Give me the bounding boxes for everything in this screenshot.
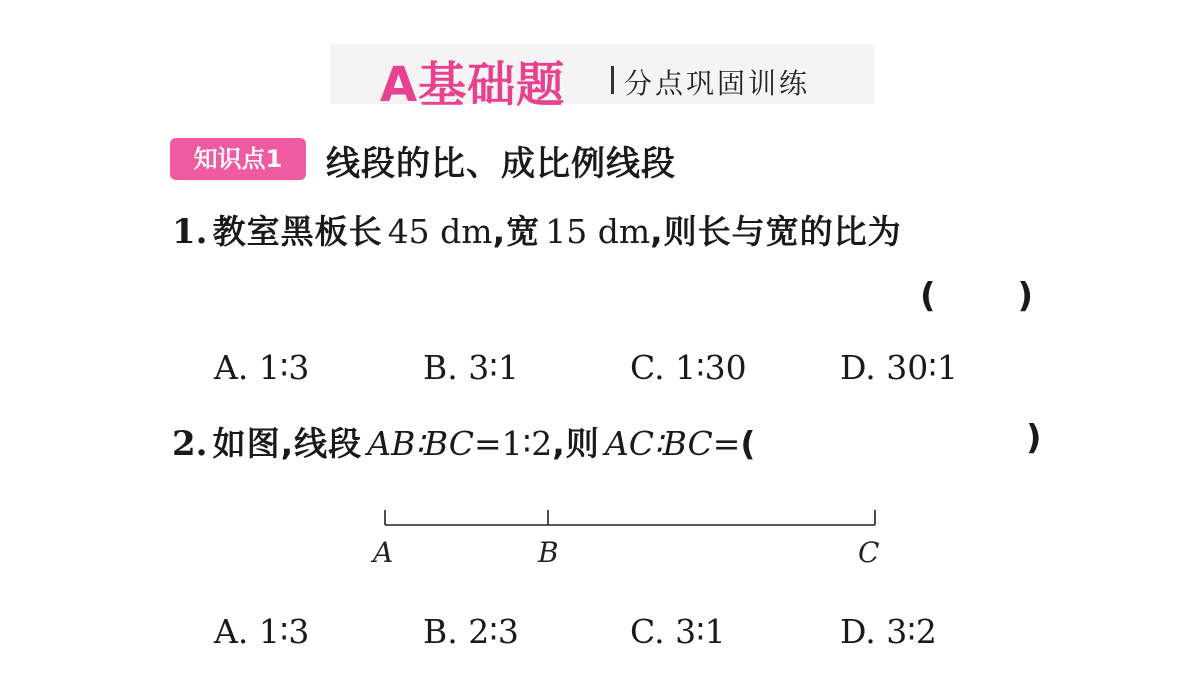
math-value: =1∶2 [474, 424, 553, 463]
paren-close: ) [1026, 418, 1042, 458]
section-title: A基础题 [380, 57, 566, 113]
option-a[interactable]: A. 1∶3 [214, 348, 310, 387]
option-c[interactable]: C. 3∶1 [630, 612, 726, 651]
option-d[interactable]: D. 30∶1 [840, 348, 958, 387]
math-ratio: AB∶BC [367, 424, 475, 463]
question-text: ,则 [552, 424, 600, 463]
math-value: 15 dm [545, 212, 651, 251]
header-divider [611, 66, 614, 94]
knowledge-point-tag: 知识点1 [170, 138, 306, 180]
paren-close: ) [1017, 276, 1034, 316]
question-text: ,宽 [492, 212, 541, 251]
paren-open: ( [920, 276, 936, 316]
label-a: A [373, 536, 394, 569]
option-a[interactable]: A. 1∶3 [214, 612, 310, 651]
segment-figure [370, 500, 910, 576]
question-text: 如图,线段 [212, 424, 363, 463]
section-subtitle: 分点巩固训练 [624, 67, 811, 100]
label-b: B [538, 536, 559, 569]
question-1 [172, 206, 902, 253]
math-ratio: AC∶BC [604, 424, 713, 463]
answer-blank[interactable] [920, 276, 1033, 316]
question-number: 2. [172, 424, 208, 464]
option-b[interactable]: B. 2∶3 [423, 612, 519, 651]
options-row [0, 612, 1200, 656]
knowledge-point-title: 线段的比、成比例线段 [326, 144, 676, 184]
question-text: ,则长与宽的比为 [650, 212, 902, 251]
option-c[interactable]: C. 1∶30 [630, 348, 747, 387]
label-c: C [858, 536, 880, 569]
math-value: = [712, 424, 741, 463]
math-value: 45 dm [387, 212, 493, 251]
question-number: 1. [172, 212, 208, 252]
question-2 [172, 418, 756, 465]
paren-open[interactable]: ( [740, 424, 757, 463]
option-d[interactable]: D. 3∶2 [840, 612, 937, 651]
question-text: 教室黑板长 [212, 212, 383, 251]
option-b[interactable]: B. 3∶1 [423, 348, 519, 387]
options-row [0, 348, 1200, 392]
